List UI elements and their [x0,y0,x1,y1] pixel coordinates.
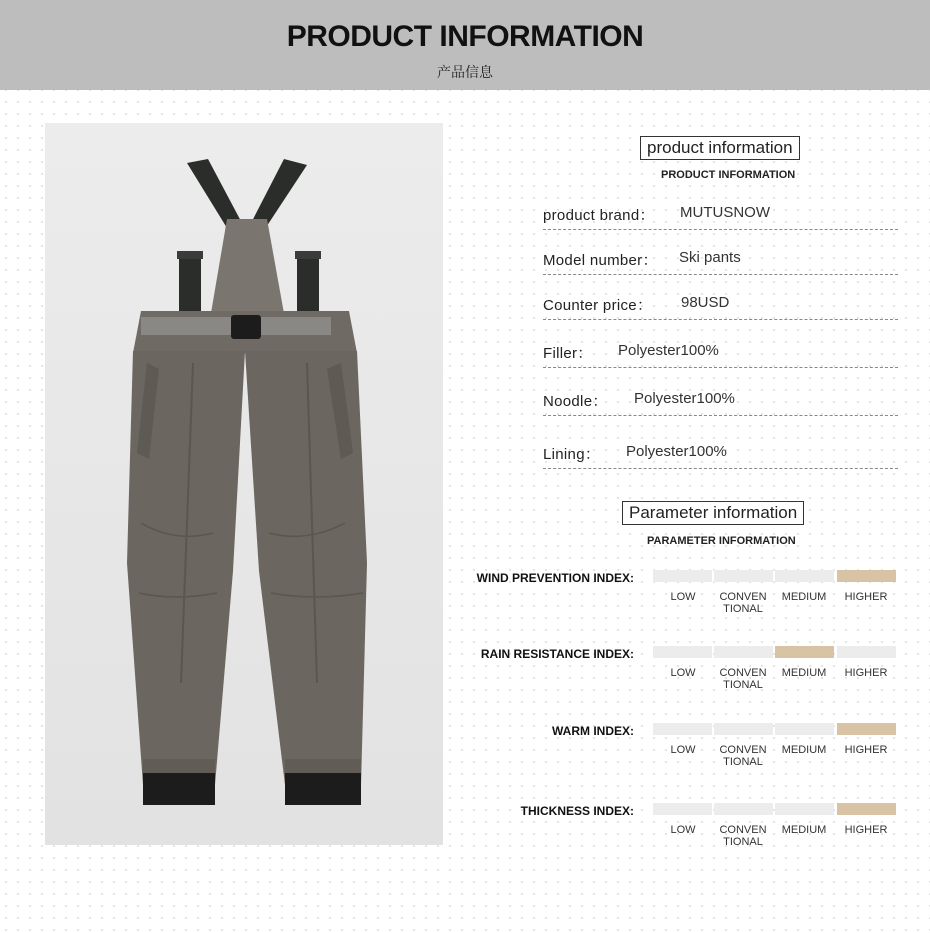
level-label: LOW [670,591,696,603]
index-segment [837,646,896,658]
info-label: Counter price： [543,297,653,314]
index-bar [653,723,896,735]
index-segment [714,803,773,815]
index-segment [775,570,834,582]
parameter-info-caption: PARAMETER INFORMATION [647,535,796,547]
index-segment [714,723,773,735]
info-row-model [543,245,898,275]
info-value: 98USD [681,294,730,311]
level-label: LOW [670,667,696,679]
level-label: CONVEN TIONAL [719,744,767,768]
index-segment [714,646,773,658]
index-bar [653,646,896,658]
level-label: CONVEN TIONAL [719,591,767,615]
index-segment [714,570,773,582]
index-segment [653,570,712,582]
level-label: HIGHER [844,824,888,836]
level-label: MEDIUM [781,667,827,679]
level-label: CONVEN TIONAL [719,667,767,691]
index-label: WIND PREVENTION INDEX: [476,571,634,585]
index-level-labels [653,744,896,774]
product-info-caption: PRODUCT INFORMATION [661,169,796,181]
info-row-filler [543,338,898,368]
index-segment-active [775,646,834,658]
ski-pants-icon [45,123,443,845]
index-segment [775,803,834,815]
index-label: WARM INDEX: [552,724,634,738]
info-label: Noodle： [543,393,608,410]
index-label: RAIN RESISTANCE INDEX: [480,647,634,661]
info-row-noodle [543,386,898,416]
level-label: LOW [670,824,696,836]
index-label: THICKNESS INDEX: [520,804,634,818]
index-segment [775,723,834,735]
info-value: Polyester100% [634,390,735,407]
info-value: Polyester100% [618,342,719,359]
info-label: Lining： [543,446,601,463]
level-label: CONVEN TIONAL [719,824,767,848]
index-level-labels [653,824,896,854]
index-segment [653,803,712,815]
index-segment-active [837,723,896,735]
level-label: HIGHER [844,744,888,756]
info-value: MUTUSNOW [680,204,770,221]
index-level-labels [653,591,896,621]
index-segment [653,646,712,658]
level-label: LOW [670,744,696,756]
header-banner [0,0,930,90]
info-value: Polyester100% [626,443,727,460]
level-label: MEDIUM [781,824,827,836]
parameter-info-title: Parameter information [622,501,804,525]
index-segment-active [837,570,896,582]
level-label: HIGHER [844,591,888,603]
level-label: HIGHER [844,667,888,679]
info-value: Ski pants [679,249,741,266]
index-level-labels [653,667,896,697]
page-title: PRODUCT INFORMATION [286,20,644,53]
index-segment [653,723,712,735]
info-row-lining [543,439,898,469]
product-photo [45,123,443,845]
info-row-brand [543,200,898,230]
info-row-price [543,290,898,320]
index-bar [653,803,896,815]
info-label: product brand： [543,207,655,224]
index-bar [653,570,896,582]
index-segment-active [837,803,896,815]
info-label: Filler： [543,345,593,362]
info-label: Model number： [543,252,658,269]
product-info-title: product information [640,136,800,160]
level-label: MEDIUM [781,744,827,756]
level-label: MEDIUM [781,591,827,603]
page-subtitle: 产品信息 [437,65,493,81]
